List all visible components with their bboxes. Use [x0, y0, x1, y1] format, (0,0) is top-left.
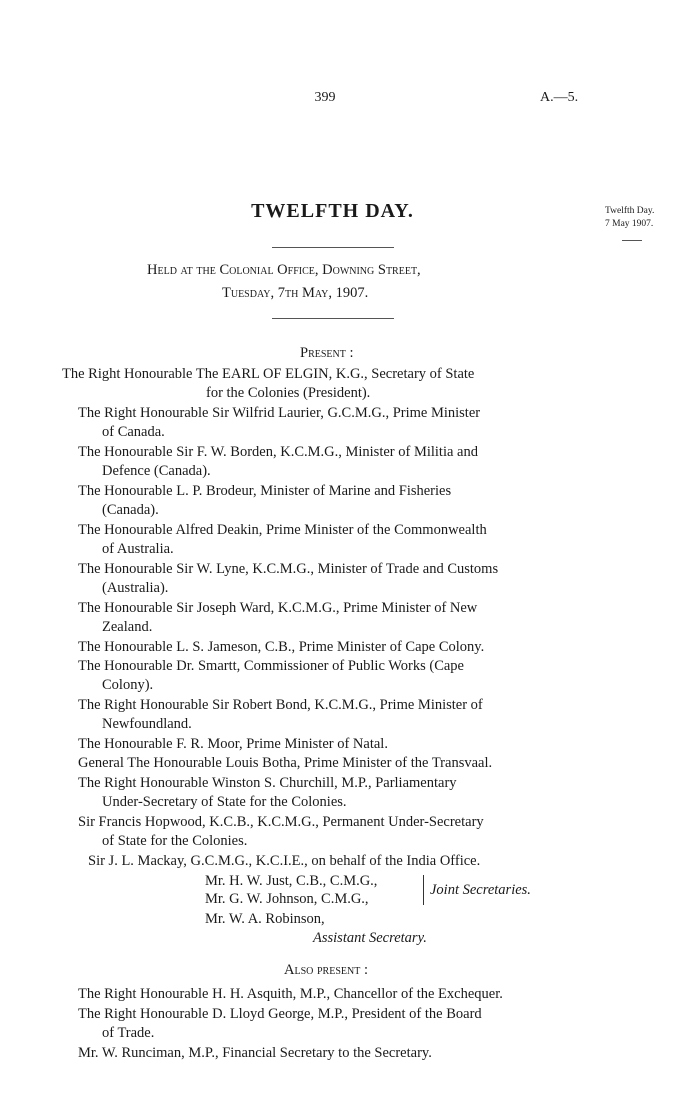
joint-secretaries-brace: [423, 875, 424, 905]
attendee-line: The Honourable Sir Joseph Ward, K.C.M.G., Prime Minister of New: [78, 600, 478, 616]
page-title: TWELFTH DAY.: [251, 200, 414, 222]
joint-secretaries-label: Joint Secretaries.: [430, 882, 531, 898]
margin-rule: [622, 240, 642, 241]
attendee-line: Under-Secretary of State for the Colonies.: [102, 794, 347, 810]
attendee-line: of Australia.: [102, 541, 174, 557]
attendee-line: The Honourable Alfred Deakin, Prime Minister of the Commonwealth: [78, 522, 487, 538]
attendee-line: The Honourable Sir W. Lyne, K.C.M.G., Minister of Trade and Customs: [78, 561, 499, 577]
attendee-line: The Honourable L. P. Brodeur, Minister of Marine and Fisheries: [78, 483, 452, 499]
divider-rule: [272, 318, 394, 319]
attendee-line: The Honourable Dr. Smartt, Commissioner of Public Works (Cape: [78, 658, 464, 674]
date-line: Tuesday, 7th May, 1907.: [222, 285, 369, 301]
attendee-line: Defence (Canada).: [102, 463, 211, 479]
attendee-line: The Right Honourable The EARL OF ELGIN, K.G., Secretary of State: [62, 366, 475, 382]
attendee-line: (Canada).: [102, 502, 159, 518]
attendee-line: Newfoundland.: [102, 716, 192, 732]
margin-note-day: Twelfth Day.: [605, 206, 655, 216]
attendee-line: The Honourable L. S. Jameson, C.B., Prime Minister of Cape Colony.: [78, 639, 485, 655]
margin-note-date: 7 May 1907.: [605, 219, 654, 229]
attendee-line: Colony).: [102, 677, 154, 693]
divider-rule: [272, 247, 394, 248]
attendee-line: General The Honourable Louis Botha, Prime Minister of the Transvaal.: [78, 755, 493, 771]
attendee-line: The Honourable Sir F. W. Borden, K.C.M.G., Minister of Militia and: [78, 444, 478, 460]
attendee-line: The Honourable F. R. Moor, Prime Minister of Natal.: [78, 736, 388, 752]
attendee-line: The Right Honourable Winston S. Churchill, M.P., Parliamentary: [78, 775, 457, 791]
attendee-line: The Right Honourable Sir Wilfrid Laurier, G.C.M.G., Prime Minister: [78, 405, 481, 421]
also-present-line: Mr. W. Runciman, M.P., Financial Secretary to the Secretary.: [78, 1045, 432, 1061]
attendee-line: (Australia).: [102, 580, 169, 596]
page-number: 399: [314, 90, 336, 105]
also-present-line: of Trade.: [102, 1025, 155, 1041]
attendee-line: of State for the Colonies.: [102, 833, 248, 849]
present-heading: Present :: [300, 345, 354, 361]
attendee-line: for the Colonies (President).: [206, 385, 371, 401]
attendee-line: The Right Honourable Sir Robert Bond, K.C.M.G., Prime Minister of: [78, 697, 483, 713]
attendee-line: Sir J. L. Mackay, G.C.M.G., K.C.I.E., on behalf of the India Office.: [88, 853, 481, 869]
attendee-line: Sir Francis Hopwood, K.C.B., K.C.M.G., Permanent Under-Secretary: [78, 814, 484, 830]
attendee-line: of Canada.: [102, 424, 165, 440]
also-present-line: The Right Honourable H. H. Asquith, M.P., Chancellor of the Exchequer.: [78, 986, 503, 1002]
page-reference: A.—5.: [540, 90, 579, 105]
secretary-just: Mr. H. W. Just, C.B., C.M.G.,: [205, 873, 378, 889]
secretary-robinson: Mr. W. A. Robinson,: [205, 911, 325, 927]
assistant-secretary-label: Assistant Secretary.: [313, 930, 427, 946]
held-at-line: Held at the Colonial Office, Downing Street,: [147, 262, 421, 278]
attendee-line: Zealand.: [102, 619, 153, 635]
also-present-heading: Also present :: [284, 962, 368, 978]
secretary-johnson: Mr. G. W. Johnson, C.M.G.,: [205, 891, 369, 907]
also-present-line: The Right Honourable D. Lloyd George, M.P., President of the Board: [78, 1006, 482, 1022]
